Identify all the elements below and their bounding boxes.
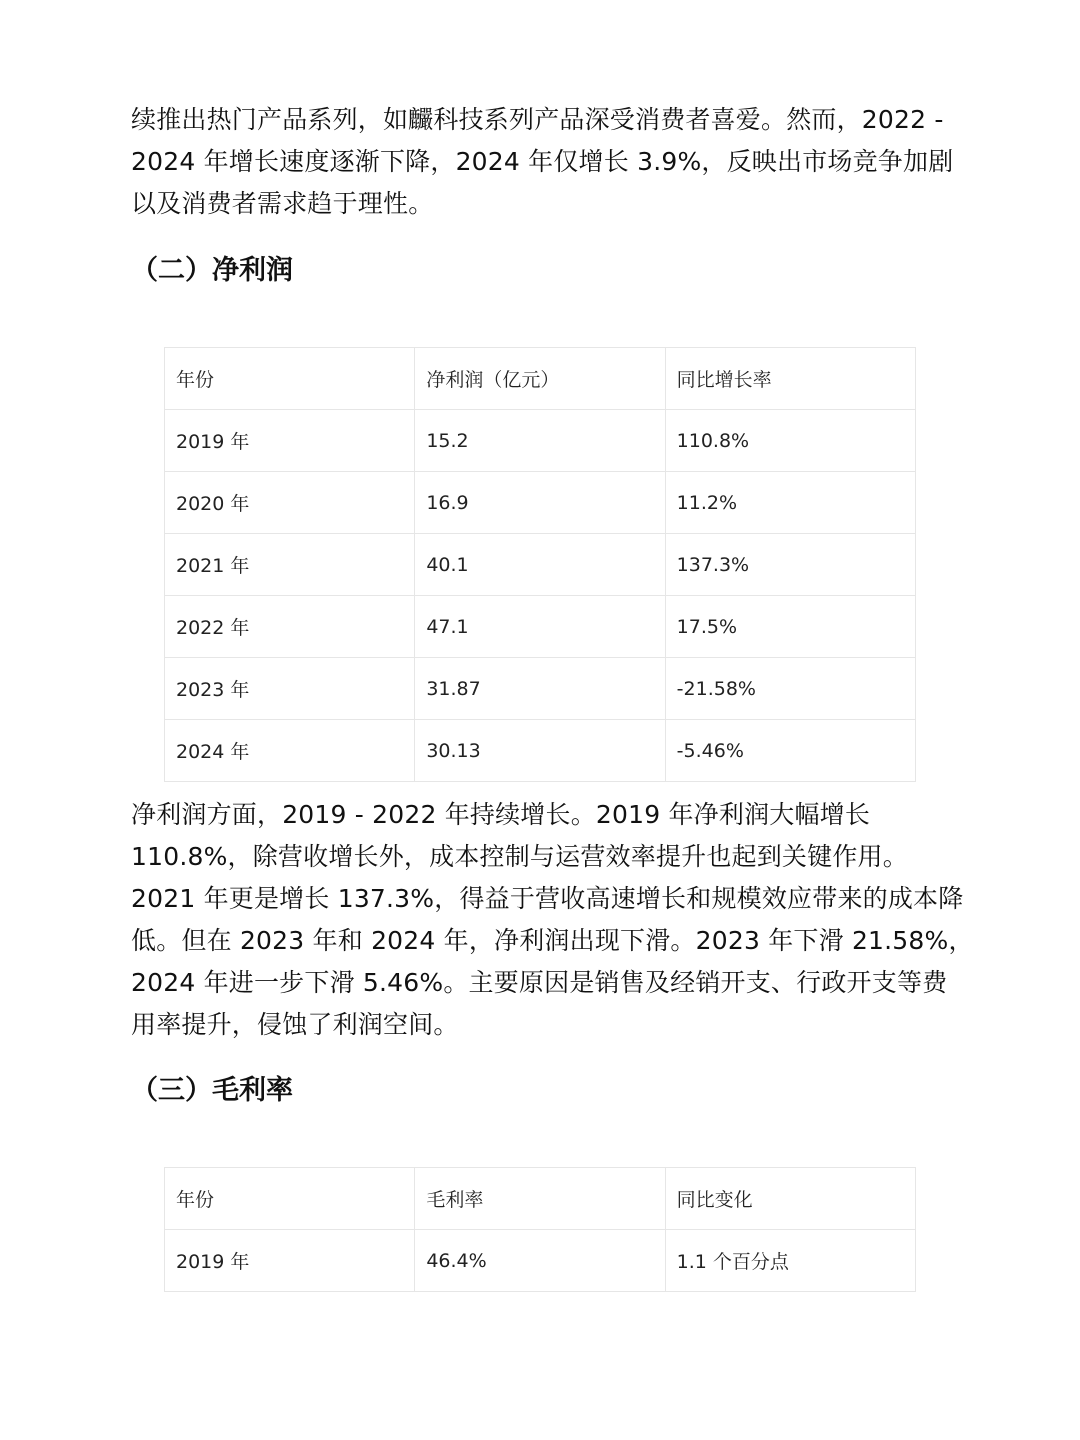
table-cell: 15.2 (415, 410, 665, 472)
table-cell: 40.1 (415, 534, 665, 596)
table-cell: 2022 年 (165, 596, 415, 658)
table-cell: 17.5% (665, 596, 915, 658)
section-heading-gross-margin: （三）毛利率 (131, 1075, 293, 1106)
table-cell: -5.46% (665, 720, 915, 782)
table-row (165, 472, 916, 534)
table-cell: 1.1 个百分点 (665, 1230, 915, 1292)
table-header-cell: 年份 (165, 1168, 415, 1230)
section-heading-net-profit: （二）净利润 (131, 255, 293, 286)
table-header-cell: 毛利率 (415, 1168, 665, 1230)
net-profit-paragraph (131, 794, 974, 1046)
intro-paragraph (131, 99, 954, 225)
table-cell: 11.2% (665, 472, 915, 534)
table-cell: 16.9 (415, 472, 665, 534)
table-header-row (165, 1168, 916, 1230)
table-cell: 2020 年 (165, 472, 415, 534)
paragraph-line: 用率提升，侵蚀了利润空间。 (131, 1010, 459, 1039)
table-cell: 46.4% (415, 1230, 665, 1292)
paragraph-line: 2024 年进一步下滑 5.46%。主要原因是销售及经销开支、行政开支等费 (131, 968, 948, 997)
paragraph-line: 2021 年更是增长 137.3%，得益于营收高速增长和规模效应带来的成本降 (131, 884, 964, 913)
table-row (165, 410, 916, 472)
table-row (165, 658, 916, 720)
table-cell: 31.87 (415, 658, 665, 720)
table-cell: 30.13 (415, 720, 665, 782)
table-header-cell: 净利润（亿元） (415, 348, 665, 410)
table-row (165, 534, 916, 596)
table-cell: -21.58% (665, 658, 915, 720)
table-cell: 2023 年 (165, 658, 415, 720)
table-cell: 2021 年 (165, 534, 415, 596)
table-row (165, 596, 916, 658)
paragraph-line: 以及消费者需求趋于理性。 (131, 189, 434, 218)
table-cell: 2019 年 (165, 410, 415, 472)
table-header-row (165, 348, 916, 410)
paragraph-line: 110.8%，除营收增长外，成本控制与运营效率提升也起到关键作用。 (131, 842, 908, 871)
gross-margin-table (164, 1167, 916, 1292)
paragraph-line: 续推出热门产品系列，如麣科技系列产品深受消费者喜爱。然而，2022 - (131, 105, 944, 134)
table-cell: 110.8% (665, 410, 915, 472)
table-cell: 137.3% (665, 534, 915, 596)
table-cell: 2019 年 (165, 1230, 415, 1292)
paragraph-line: 2024 年增长速度逐渐下降，2024 年仅增长 3.9%，反映出市场竞争加剧 (131, 147, 954, 176)
paragraph-line: 净利润方面，2019 - 2022 年持续增长。2019 年净利润大幅增长 (131, 800, 871, 829)
table-cell: 2024 年 (165, 720, 415, 782)
paragraph-line: 低。但在 2023 年和 2024 年，净利润出现下滑。2023 年下滑 21.58%， (131, 926, 974, 955)
table-row (165, 720, 916, 782)
table-row (165, 1230, 916, 1292)
net-profit-table (164, 347, 916, 782)
table-cell: 47.1 (415, 596, 665, 658)
table-header-cell: 同比变化 (665, 1168, 915, 1230)
table-header-cell: 年份 (165, 348, 415, 410)
table-header-cell: 同比增长率 (665, 348, 915, 410)
